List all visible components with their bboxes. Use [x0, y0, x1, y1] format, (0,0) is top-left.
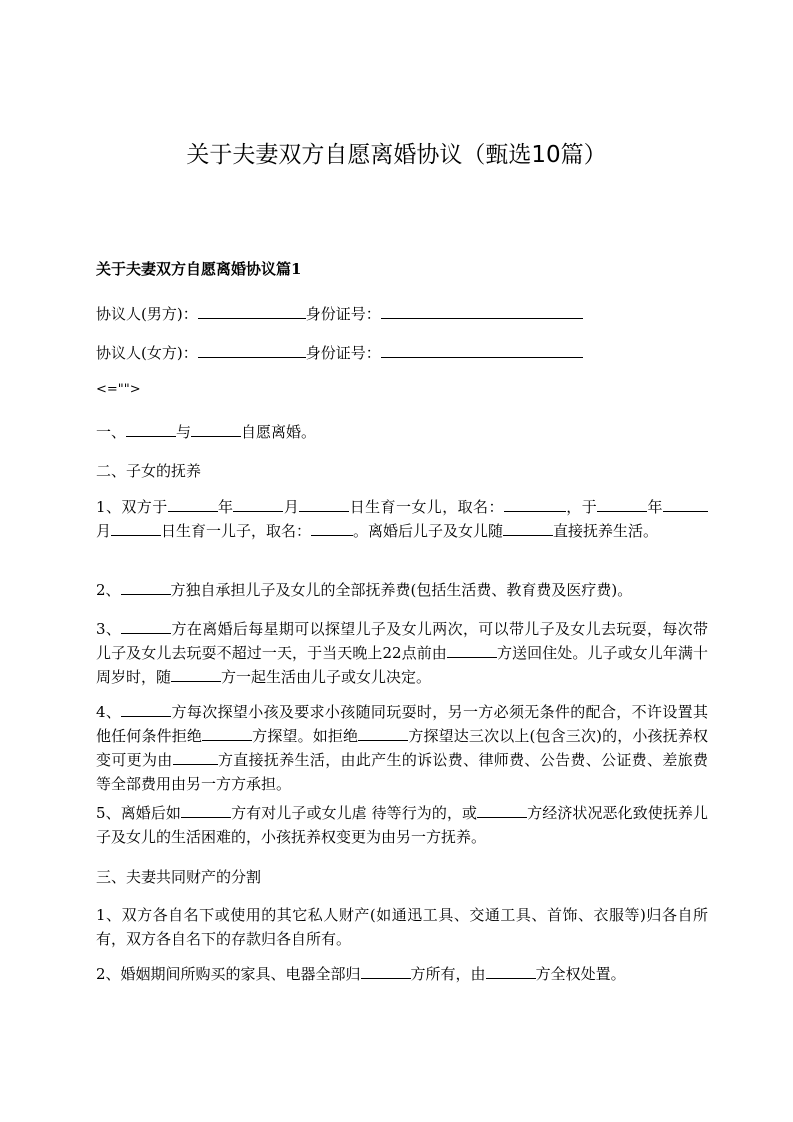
clause-3-1: 1、双方各自名下或使用的其它私人财产(如通迅工具、交通工具、首饰、衣服等)归各自所有，双方各自名下的存款归各自所有。 — [96, 906, 708, 948]
document-title: 关于夫妻双方自愿离婚协议（甄选10篇） — [186, 142, 607, 168]
marker-text: <=""> — [96, 382, 141, 397]
blank — [504, 497, 566, 512]
clause-2-1 — [96, 495, 708, 543]
text: 1、双方于 — [96, 498, 168, 516]
text: 方直接抚养生活，由此产生的诉讼费、律师费、公告费、公证费、差旅费等全部费用由另一方方承担。 — [96, 751, 708, 793]
text: 日生育一女儿，取名： — [349, 498, 504, 516]
text: 月 — [96, 522, 112, 540]
blank — [597, 497, 647, 512]
blank — [486, 964, 536, 979]
id-label: 身份证号： — [305, 305, 381, 323]
text: 方探望达三次以上(包含三次)的，小孩抚养权变可更为由 — [96, 727, 708, 769]
text: 3、 — [96, 620, 122, 638]
text: 方一起生活由儿子或女儿决定。 — [221, 668, 432, 686]
blank — [171, 667, 221, 682]
blank — [202, 726, 252, 741]
text: 方探望。如拒绝 — [252, 727, 359, 745]
heading-2: 二、子女的抚养 — [96, 462, 202, 480]
text: 4、 — [96, 703, 122, 721]
party-female-label: 协议人(女方)： — [96, 344, 198, 362]
blank — [381, 304, 583, 319]
text: 方所有，由 — [410, 965, 486, 983]
blank — [358, 726, 408, 741]
clause-3-2 — [96, 962, 708, 986]
clause-1 — [96, 420, 708, 444]
text: 方有对儿子或女儿虐 待等行为的，或 — [231, 804, 478, 822]
blank — [447, 643, 497, 658]
text: 年 — [217, 498, 234, 516]
text: 方在离婚后每星期可以探望儿子及女儿两次，可以带儿子及女儿去玩耍，每次带儿子及女儿去玩耍不超过一天，于当天晚上22点前由 — [96, 620, 708, 662]
clause-2-3 — [96, 617, 708, 689]
text: 。离婚后儿子及女儿随 — [353, 522, 504, 540]
clause-2-5 — [96, 801, 708, 849]
text: 2、 — [96, 581, 121, 599]
blank — [233, 497, 283, 512]
blank — [381, 343, 583, 358]
blank — [121, 619, 171, 634]
blank — [361, 964, 411, 979]
blank — [477, 803, 527, 818]
text: 直接抚养生活。 — [553, 522, 659, 540]
blank — [126, 422, 176, 437]
id-label: 身份证号： — [305, 344, 381, 362]
party-female-line — [96, 341, 708, 365]
blank — [198, 343, 306, 358]
text: 日生育一儿子，取名： — [161, 522, 312, 540]
text: ，于 — [565, 498, 598, 516]
blank — [121, 702, 171, 717]
blank — [121, 580, 171, 595]
blank — [111, 521, 161, 536]
blank — [299, 497, 349, 512]
blank — [311, 521, 353, 536]
blank — [663, 497, 708, 512]
clause-2-4 — [96, 700, 708, 796]
text: 方经济状况恶化致使抚养儿子及女儿的生活困难的，小孩抚养权变更为由另一方抚养。 — [96, 804, 708, 846]
blank — [198, 304, 306, 319]
blank — [191, 422, 241, 437]
party-male-line — [96, 302, 708, 326]
blank — [173, 750, 218, 765]
heading-3: 三、夫妻共同财产的分割 — [96, 868, 262, 886]
clause-2-2 — [96, 578, 708, 602]
text: 与 — [176, 423, 192, 441]
text: 方独自承担儿子及女儿的全部抚养费(包括生活费、教育费及医疗费)。 — [170, 581, 633, 599]
blank — [181, 803, 231, 818]
blank — [168, 497, 218, 512]
blank — [503, 521, 553, 536]
section-heading: 关于夫妻双方自愿离婚协议篇1 — [96, 260, 302, 278]
text: 月 — [283, 498, 300, 516]
text: 方全权处置。 — [535, 965, 626, 983]
text: 自愿离婚。 — [241, 423, 317, 441]
text: 2、婚姻期间所购买的家具、电器全部归 — [96, 965, 361, 983]
text: 5、离婚后如 — [96, 804, 181, 822]
text: 一、 — [96, 423, 127, 441]
text: 年 — [647, 498, 663, 516]
party-male-label: 协议人(男方)： — [96, 305, 198, 323]
text: 方送回住处。儿子或女儿年满十周岁时，随 — [96, 644, 708, 686]
text: 方每次探望小孩及要求小孩随同玩耍时，另一方必须无条件的配合，不许设置其他任何条件拒绝 — [96, 703, 708, 745]
